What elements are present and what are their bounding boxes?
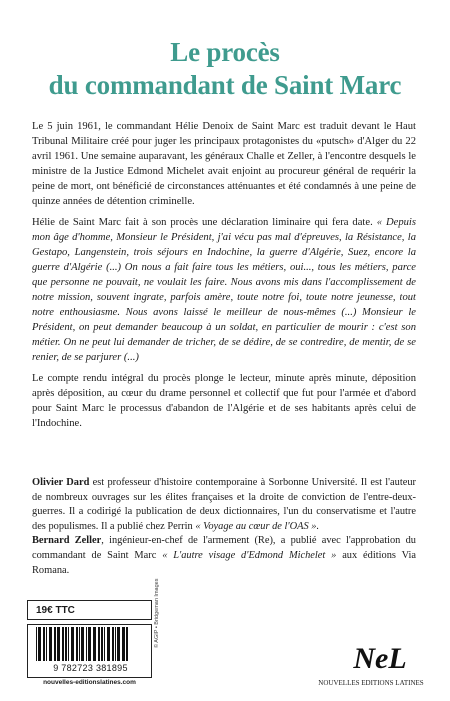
- barcode-bar: [101, 627, 103, 661]
- barcode-bars: [32, 627, 149, 663]
- barcode-bar: [57, 627, 60, 661]
- barcode-bar: [79, 627, 80, 661]
- synopsis-paragraph-2: [32, 215, 416, 366]
- barcode-bar: [76, 627, 78, 661]
- barcode-bar: [68, 627, 69, 661]
- title-line-2: du commandant de Saint Marc: [48, 70, 402, 100]
- bio-zeller-text: , ingénieur-en-chef de l'armement (Re), a publié avec l'approbation du commandant de Saint Marc: [32, 535, 416, 561]
- barcode-bar: [81, 627, 84, 661]
- synopsis-paragraph-1: Le 5 juin 1961, le commandant Hélie Denoix de Saint Marc est traduit devant le Haut Tribunal Militaire créé pour juger les principaux protagonistes du «putsch» d'Alger du 22 avril 1961. Une semaine auparavant, les généraux Challe et Zeller, à l'encontre desquels le ministre de la Justice Edmond Michelet avait enjoint au procureur général de requérir la peine de mort, ont bénéficié de circonstances atténuantes et été condamnés à une peine de quinze années de détention criminelle.: [32, 121, 416, 208]
- price-label: 19€ TTC: [27, 600, 152, 620]
- barcode-bar: [115, 627, 116, 661]
- barcode-bar: [104, 627, 105, 661]
- barcode-bar: [112, 627, 114, 661]
- barcode-number: 9 782723 381895: [53, 663, 128, 673]
- barcode-bar: [62, 627, 64, 661]
- book-title: [0, 36, 450, 102]
- barcode-bar: [98, 627, 100, 661]
- barcode-bar: [86, 627, 87, 661]
- author-name-zeller: Bernard Zeller: [32, 535, 102, 547]
- publisher-name: NOUVELLES EDITIONS LATINES: [318, 679, 424, 687]
- barcode-bar: [54, 627, 56, 661]
- synopsis-paragraph-2-intro: Hélie de Saint Marc fait à son procès une déclaration liminaire qui fera date.: [32, 216, 373, 228]
- bio-dard-book: « Voyage au cœur de l'OAS ».: [195, 520, 320, 532]
- bio-olivier-dard: [32, 476, 416, 534]
- title-line-1: Le procès: [170, 37, 280, 67]
- bio-zeller-text-2: aux éditions Via Romana.: [32, 549, 417, 576]
- barcode-bar: [38, 627, 41, 661]
- barcode-bar: [93, 627, 96, 661]
- barcode-bar: [65, 627, 67, 661]
- barcode-bar: [88, 627, 91, 661]
- barcode-bar: [71, 627, 74, 661]
- barcode-bar: [126, 627, 128, 661]
- bio-zeller-book: « L'autre visage d'Edmond Michelet »: [162, 549, 337, 561]
- synopsis-paragraph-3: Le compte rendu intégral du procès plonge le lecteur, minute après minute, déposition après déposition, au cœur du drame personnel et collectif que fut pour l'armée et d'abord pour Saint Marc le processus d'abandon de l'Algérie et de ses habitants après celui de l'Indochine.: [32, 372, 416, 429]
- publisher-website: nouvelles-editionslatines.com: [43, 679, 136, 686]
- photo-credit: © AGIP • Bridgeman Images: [154, 578, 160, 648]
- barcode-bar: [46, 627, 47, 661]
- barcode-bar: [117, 627, 120, 661]
- publisher-logo: [330, 638, 430, 678]
- synopsis: [32, 119, 416, 436]
- declaration-quote: « Depuis mon âge d'homme, Monsieur le Président, j'ai vécu pas mal d'épreuves, la Résistance, la Gestapo, Langenstein, trois séjours en Indochine, la guerre d'Algérie, Suez, encore la guerre d'Algérie (...) On nous a fait faire tous les métiers, oui..., tous les métiers, parce que personne ne pouvait, ne voulait les faire. Nous avons mis dans l'accomplissement de notre mission, souvent ingrate, parfois amère, toute notre foi, toute notre jeunesse, tout notre enthousiasme. Nous avons laissé le meilleur de nous-mêmes (...) Monsieur le Président, on peut demander beaucoup à un soldat, en particulier de mourir : c'est son métier. On ne peut lui demander de tricher, de se dédire, de se contredire, de mentir, de se renier, de se parjurer (...): [32, 216, 416, 364]
- barcode-bar: [36, 627, 37, 661]
- barcode-bar: [43, 627, 45, 661]
- author-bios: [32, 476, 416, 578]
- barcode: [27, 624, 152, 678]
- barcode-bar: [107, 627, 110, 661]
- publisher-logo-text: NeL: [353, 642, 407, 675]
- barcode-bar: [122, 627, 125, 661]
- author-name-dard: Olivier Dard: [32, 477, 90, 488]
- bio-dard-text: est professeur d'histoire contemporaine à Sorbonne Université. Il est l'auteur de nombreux ouvrages sur les élites françaises et la droite de conviction de l'entre-deux-guerres. Il a codirigé la publication de deux dictionnaires, l'un du conservatisme et l'autre des populismes. Il a publié chez Perrin: [32, 477, 416, 532]
- bio-bernard-zeller: [32, 534, 416, 578]
- barcode-bar: [49, 627, 52, 661]
